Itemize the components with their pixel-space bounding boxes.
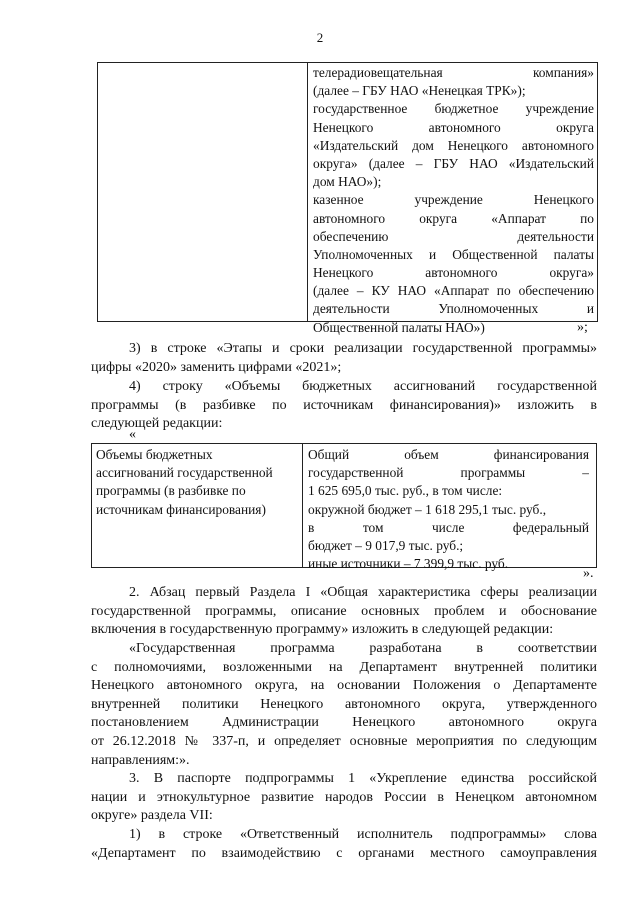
page-number: 2	[316, 30, 324, 45]
cell-line: «Издательский дом Ненецкого автономного	[313, 137, 594, 153]
text-line: внутренней политики Ненецкого автономного округа, утвержденного	[91, 696, 597, 712]
cell-line: иные источники – 7 399,9 тыс. руб.	[308, 556, 509, 572]
text-line: направлениям:».	[91, 752, 190, 768]
funding-value-cell	[308, 446, 589, 573]
text-line: от 26.12.2018 № 337-п, и определяет основные мероприятия по следующим	[91, 733, 597, 749]
cell-line: Ненецкого автономного округа»	[313, 265, 594, 281]
cell-line: государственной программы –	[308, 465, 589, 481]
text-line: следующей редакции:	[91, 416, 223, 432]
text-line: включения в государственную программу» изложить в следующей редакции:	[91, 622, 554, 638]
text-line: округе» раздела VII:	[91, 808, 213, 824]
cell-line: обеспечению деятельности	[313, 228, 594, 244]
text-line: нации и этнокультурное развитие народов России в Ненецком автономном	[91, 789, 597, 805]
cell-line: Общий объем финансирования	[308, 447, 589, 462]
text-line: постановлением Администрации Ненецкого автономного округа	[91, 715, 597, 731]
cell-line: в том числе федеральный	[308, 519, 589, 535]
closing-quote: »;	[577, 320, 588, 335]
cell-line: телерадиовещательная компания»	[313, 65, 594, 80]
cell-line: Общественной палаты НАО»)	[313, 319, 485, 335]
paragraph-section-3	[91, 770, 597, 826]
opening-quote: «	[129, 427, 136, 442]
text-line: 1) в строке «Ответственный исполнитель подпрограммы» слова	[129, 827, 597, 842]
column-divider	[302, 444, 303, 567]
cell-line: источникам финансирования)	[96, 501, 266, 517]
cell-line: (далее – ГБУ НАО «Ненецкая ТРК»);	[313, 83, 526, 99]
cell-line: ассигнований государственной	[96, 465, 273, 481]
text-line: «Государственная программа разработана в соответствии	[129, 641, 597, 656]
executors-cell	[313, 64, 594, 337]
text-line: 2. Абзац первый Раздела I «Общая характеристика сферы реализации	[129, 585, 597, 600]
cell-line: казенное учреждение Ненецкого	[313, 192, 594, 208]
funding-table	[91, 443, 597, 572]
cell-line: деятельности Уполномоченных и	[313, 301, 594, 317]
cell-line: 1 625 695,0 тыс. руб., в том числе:	[308, 483, 503, 499]
passport-table-continuation	[97, 62, 598, 335]
cell-line: программы (в разбивке по	[96, 483, 246, 499]
cell-line: бюджет – 9 017,9 тыс. руб.;	[308, 537, 464, 553]
text-line: 4) строку «Объемы бюджетных ассигнований государственной	[129, 379, 597, 394]
cell-line: автономного округа «Аппарат по	[313, 210, 594, 226]
text-line: «Департамент по взаимодействию с органами местного самоуправления	[91, 845, 597, 861]
closing-quote: ».	[583, 566, 594, 581]
cell-line: Ненецкого автономного округа	[313, 119, 594, 135]
text-line: 3) в строке «Этапы и сроки реализации государственной программы»	[129, 341, 597, 356]
text-line: государственной программы, описание основных проблем и обоснование	[91, 603, 597, 619]
column-divider	[307, 63, 308, 321]
cell-line: государственное бюджетное учреждение	[313, 101, 594, 117]
funding-label-cell	[96, 446, 300, 519]
paragraph-item-3	[91, 340, 597, 377]
cell-line: Уполномоченных и Общественной палаты	[313, 246, 594, 262]
cell-line: (далее – КУ НАО «Аппарат по обеспечению	[313, 283, 594, 299]
text-line: с полномочиями, возложенными на Департамент внутренней политики	[91, 659, 597, 675]
paragraph-item-1	[91, 826, 597, 863]
cell-line: Объемы бюджетных	[96, 447, 213, 462]
text-line: цифры «2020» заменить цифрами «2021»;	[91, 359, 342, 375]
paragraph-item-4	[91, 378, 597, 434]
cell-line: окружной бюджет – 1 618 295,1 тыс. руб.,	[308, 501, 547, 517]
text-line: Ненецкого автономного округа, на основании Положения о Департаменте	[91, 678, 597, 694]
cell-line: округа» (далее – ГБУ НАО «Издательский	[313, 155, 594, 171]
text-line: 3. В паспорте подпрограммы 1 «Укрепление единства российской	[129, 771, 597, 786]
cell-line: дом НАО»);	[313, 174, 382, 190]
text-line: программы (в разбивке по источникам финансирования)» изложить в	[91, 397, 597, 413]
paragraph-section-2	[91, 584, 597, 640]
quoted-paragraph	[91, 640, 597, 770]
